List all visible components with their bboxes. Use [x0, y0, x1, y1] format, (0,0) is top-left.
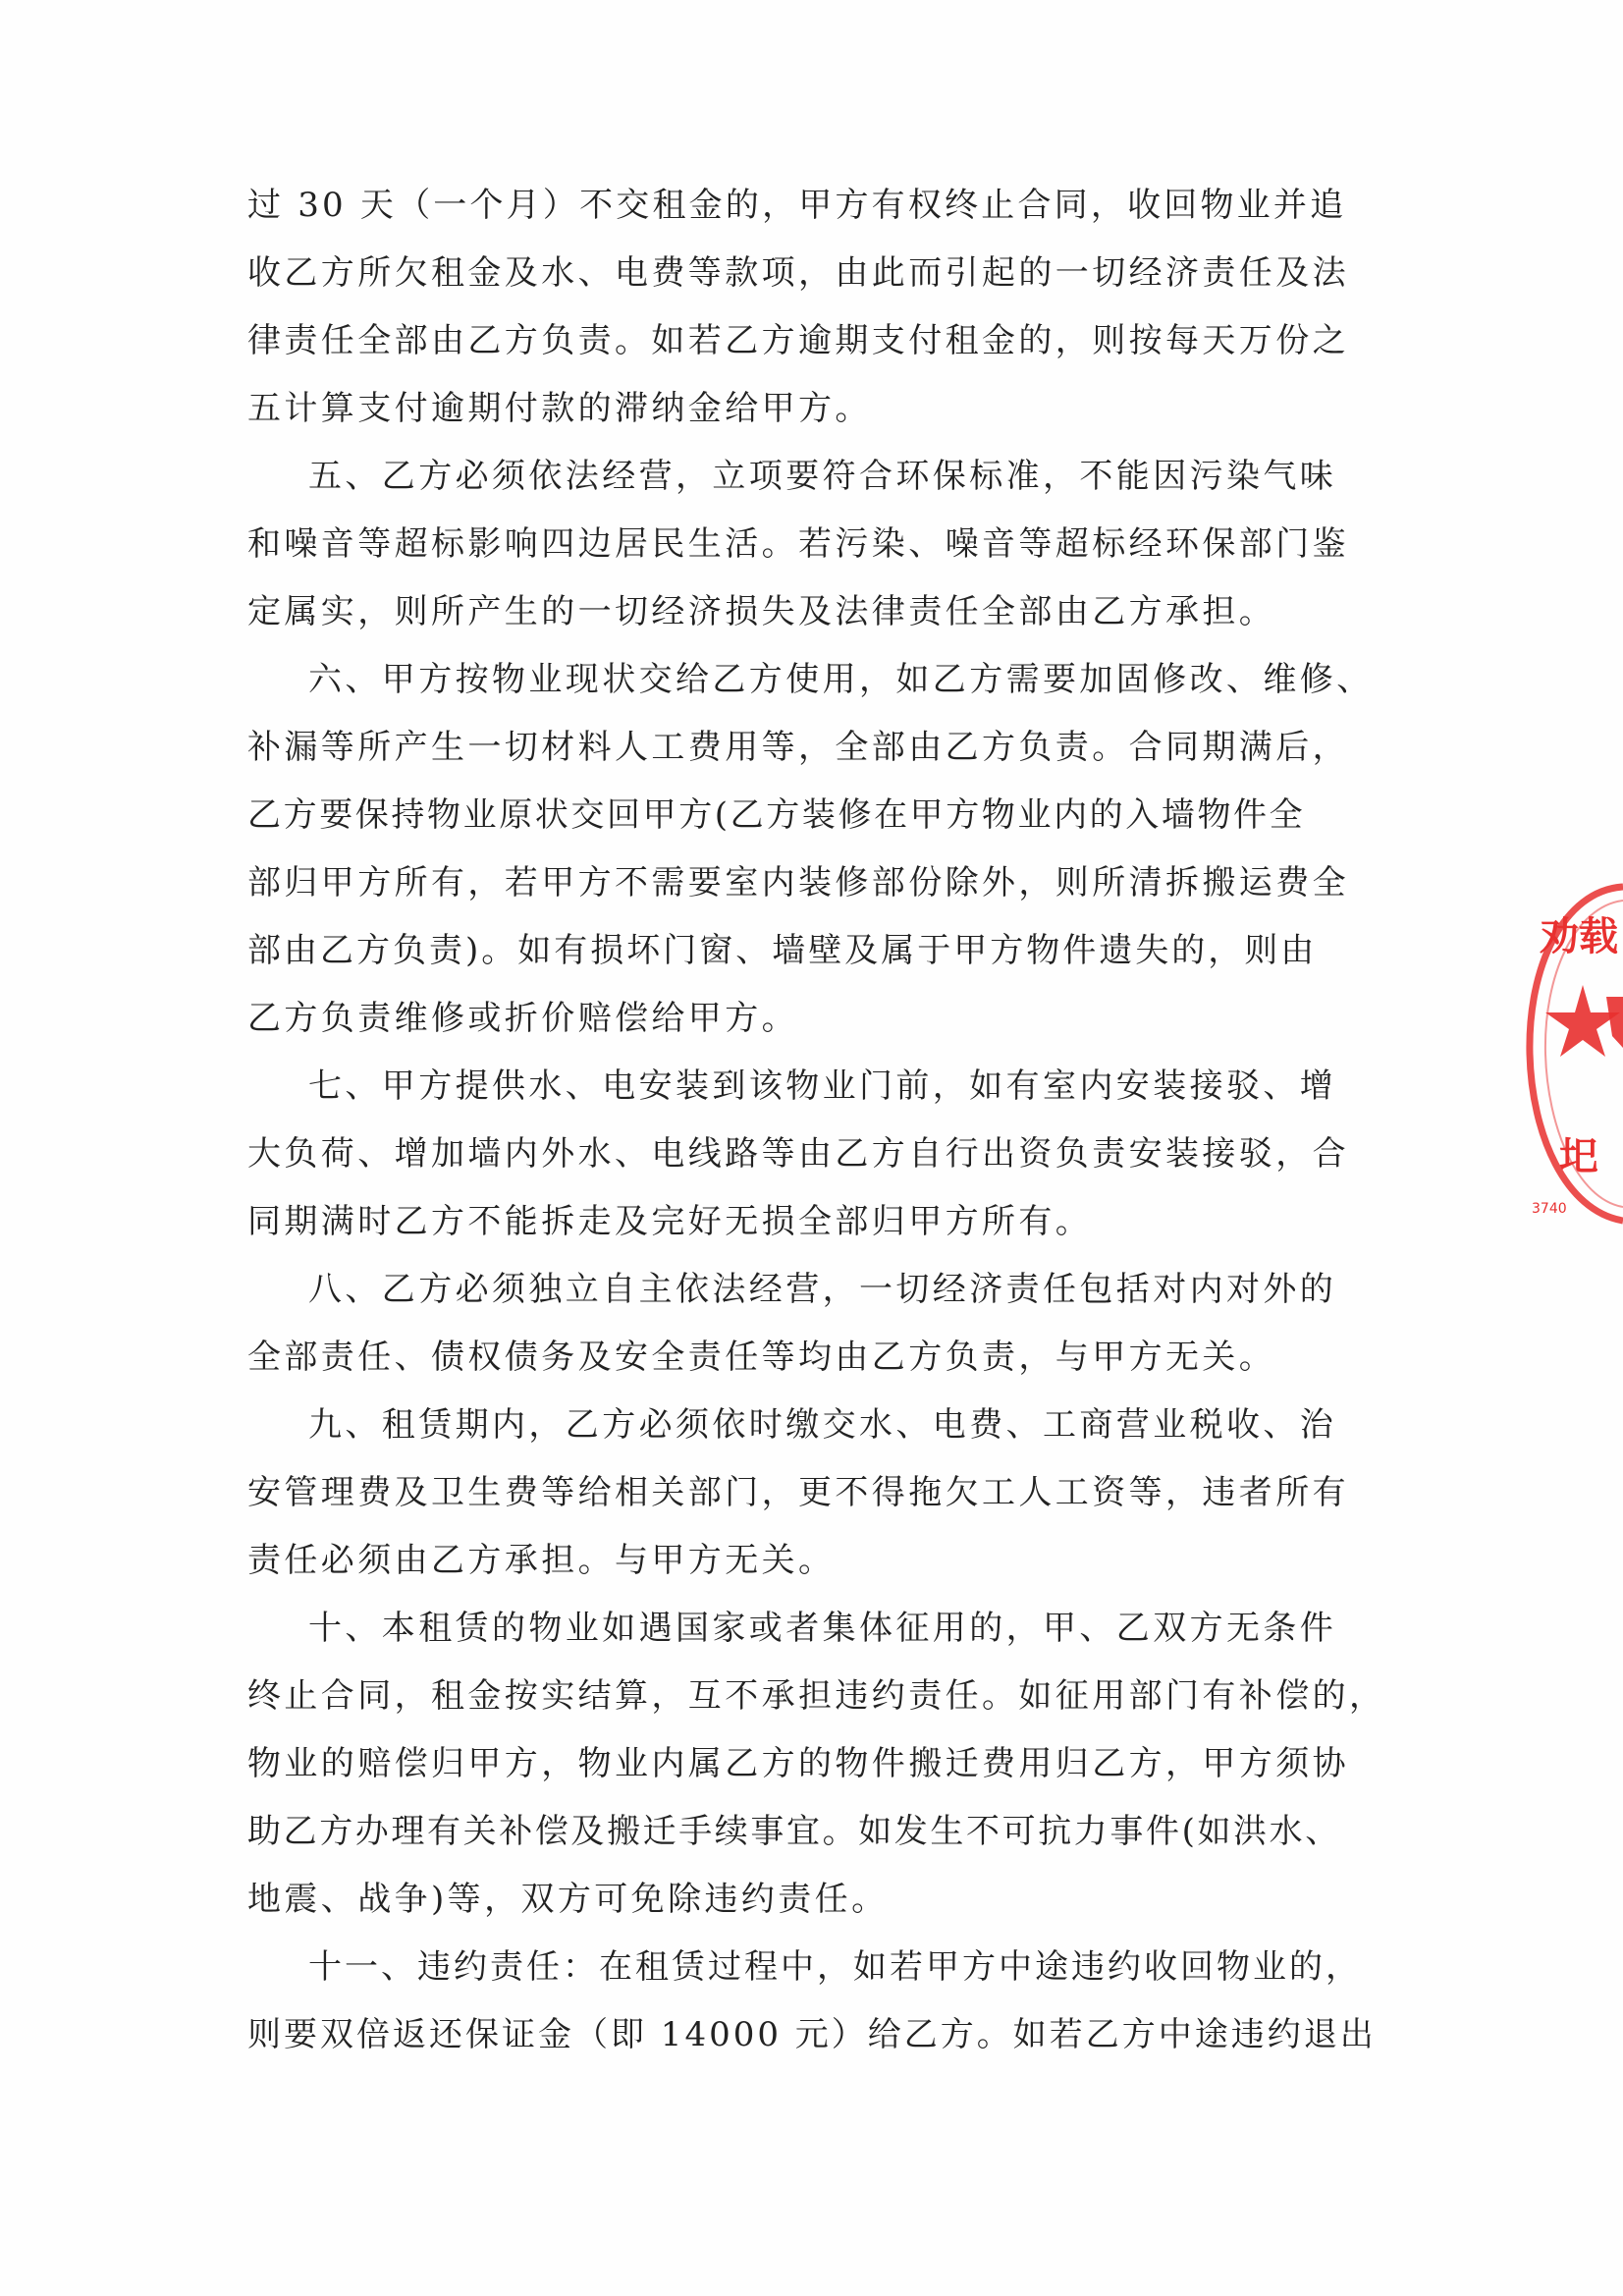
text-line: 全部责任、债权债务及安全责任等均由乙方负责，与甲方无关。 [247, 1338, 1276, 1377]
red-star-seal-icon [1524, 879, 1623, 1228]
text-line: 部由乙方负责)。如有损坏门窗、墙壁及属于甲方物件遗失的，则由 [247, 931, 1318, 970]
text-line: 大负荷、增加墙内外水、电线路等由乙方自行出资负责安装接驳，合 [247, 1134, 1349, 1174]
text-line: 律责任全部由乙方负责。如若乙方逾期支付租金的，则按每天万份之 [247, 321, 1349, 360]
clause-5-line: 五、乙方必须依法经营，立项要符合环保标准，不能因污染气味 [308, 457, 1337, 496]
text-line: 终止合同，租金按实结算，互不承担违约责任。如征用部门有补偿的， [247, 1676, 1386, 1716]
text-line: 补漏等所产生一切材料人工费用等，全部由乙方负责。合同期满后， [247, 728, 1349, 767]
seal-text-bottom: 圯 [1559, 1133, 1598, 1179]
clause-11-line: 十一、违约责任：在租赁过程中，如若甲方中途违约收回物业的， [308, 1947, 1362, 1987]
seal-number: 3740 [1532, 1201, 1567, 1217]
clause-6-line: 六、甲方按物业现状交给乙方使用，如乙方需要加固修改、维修、 [308, 660, 1374, 699]
seal-graphic [1524, 879, 1623, 1228]
text-line: 部归甲方所有，若甲方不需要室内装修部份除外，则所清拆搬运费全 [247, 863, 1349, 902]
text-line: 地震、战争)等，双方可免除违约责任。 [247, 1880, 889, 1919]
text-line: 收乙方所欠租金及水、电费等款项，由此而引起的一切经济责任及法 [247, 253, 1349, 293]
text-line: 和噪音等超标影响四边居民生活。若污染、噪音等超标经环保部门鉴 [247, 524, 1349, 564]
clause-10-line: 十、本租赁的物业如遇国家或者集体征用的，甲、乙双方无条件 [308, 1609, 1337, 1648]
text-line: 助乙方办理有关补偿及搬迁手续事宜。如发生不可抗力事件(如洪水、 [247, 1812, 1341, 1851]
contract-body [247, 172, 1384, 2069]
text-line: 责任必须由乙方承担。与甲方无关。 [247, 1541, 836, 1580]
text-line: 定属实，则所产生的一切经济损失及法律责任全部由乙方承担。 [247, 592, 1276, 631]
text-line: 乙方负责维修或折价赔偿给甲方。 [247, 999, 798, 1038]
text-line: 则要双倍返还保证金（即 14000 元）给乙方。如若乙方中途违约退出 [247, 2015, 1377, 2054]
text-line: 五计算支付逾期付款的滞纳金给甲方。 [247, 389, 872, 428]
text-line: 安管理费及卫生费等给相关部门，更不得拖欠工人工资等，违者所有 [247, 1473, 1349, 1512]
seal-text-top: 劝载 [1540, 913, 1618, 959]
text-line: 同期满时乙方不能拆走及完好无损全部归甲方所有。 [247, 1202, 1093, 1241]
text-line: 乙方要保持物业原状交回甲方(乙方装修在甲方物业内的入墙物件全 [247, 795, 1306, 835]
clause-8-line: 八、乙方必须独立自主依法经营，一切经济责任包括对内对外的 [308, 1270, 1337, 1309]
text-line: 物业的赔偿归甲方，物业内属乙方的物件搬迁费用归乙方，甲方须协 [247, 1744, 1349, 1783]
text-line: 过 30 天（一个月）不交租金的，甲方有权终止合同，收回物业并追 [247, 186, 1347, 225]
clause-7-line: 七、甲方提供水、电安装到该物业门前，如有室内安装接驳、增 [308, 1066, 1337, 1106]
clause-9-line: 九、租赁期内，乙方必须依时缴交水、电费、工商营业税收、治 [308, 1405, 1337, 1445]
